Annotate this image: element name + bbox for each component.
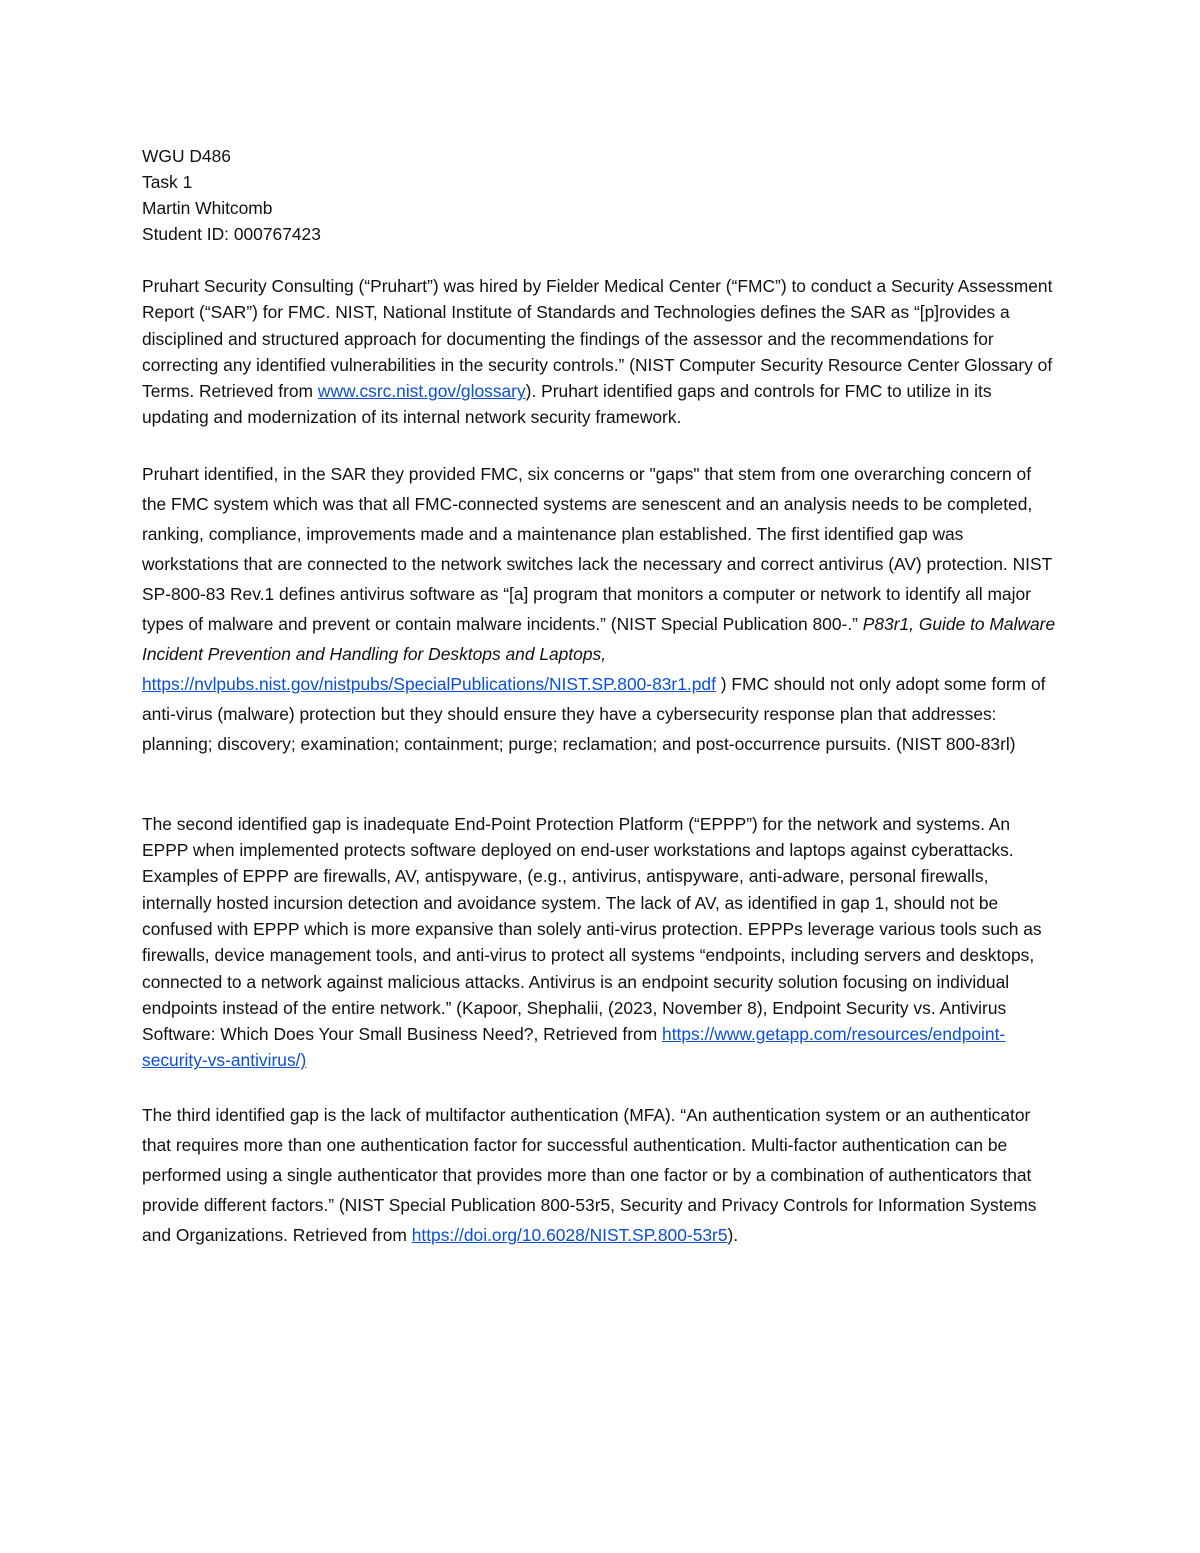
glossary-link[interactable]: www.csrc.nist.gov/glossary: [317, 381, 526, 402]
intro-text-1: Pruhart Security Consulting (“Pruhart”) was hired by Fielder Medical Center (“FMC”) to conduct a Security Assessment Report (“SAR”) for FMC. NIST, National Institute of Standards and Technologies defines the SAR as “[p]rovides a disciplined and structured approach for documenting the findings of the assessor and the recommendations for correcting any identified vulnerabilities in the security controls.” (NIST Computer Security Resource Center Glossary of Terms. Retrieved from: [142, 276, 1053, 402]
document-body: [142, 143, 1060, 1250]
header-block: [142, 143, 1060, 247]
gap1-text-2: ) FMC should not only adopt some form of anti-virus (malware) protection but they should ensure they have a cybersecurity response plan that addresses: planning; discovery; examination; containment; purge; reclamation; and post-occurrence pursuits. (NIST 800-83rl): [142, 673, 1046, 754]
intro-paragraph: [142, 273, 1060, 431]
nist-800-53-link[interactable]: https://doi.org/10.6028/NIST.SP.800-53r5: [411, 1224, 728, 1245]
gap3-paragraph: [142, 1100, 1060, 1250]
intro-text-2: ). Pruhart identified gaps and controls for FMC to utilize in its updating and modernization of its internal network security framework.: [142, 381, 992, 428]
gap1-paragraph: [142, 459, 1060, 759]
gap3-text-2: ).: [727, 1224, 739, 1245]
gap2-text-1: The second identified gap is inadequate End-Point Protection Platform (“EPPP”) for the network and systems. An EPPP when implemented protects software deployed on end-user workstations and laptops against cyberattacks. Examples of EPPP are firewalls, AV, antispyware, (e.g., antivirus, antispyware, anti-adware, personal firewalls, internally hosted incursion detection and avoidance system. The lack of AV, as identified in gap 1, should not be confused with EPPP which is more expansive than solely anti-virus protection. EPPPs leverage various tools such as firewalls, device management tools, and anti-virus to protect all systems “endpoints, including servers and desktops, connected to a network against malicious attacks. Antivirus is an endpoint security solution focusing on individual endpoints instead of the entire network.” (Kapoor, Shephalii, (2023, November 8), Endpoint Security vs. Antivirus Software: Which Does Your Small Business Need?, Retrieved from: [142, 813, 1042, 1045]
student-id-line: Student ID: 000767423: [142, 224, 321, 244]
gap2-paragraph: [142, 811, 1060, 1074]
nist-800-83-link[interactable]: https://nvlpubs.nist.gov/nistpubs/SpecialPublications/NIST.SP.800-83r1.pdf: [142, 673, 716, 694]
course-line: WGU D486: [142, 146, 231, 166]
gap1-text-1: Pruhart identified, in the SAR they provided FMC, six concerns or "gaps" that stem from one overarching concern of the FMC system which was that all FMC-connected systems are senescent and an analysis needs to be completed, ranking, compliance, improvements made and a maintenance plan established. The first identified gap was workstations that are connected to the network switches lack the necessary and correct antivirus (AV) protection. NIST SP-800-83 Rev.1 defines antivirus software as “[a] program that monitors a computer or network to identify all major types of malware and prevent or contain malware incidents.” (NIST Special Publication 800-.”: [142, 463, 1052, 634]
getapp-link[interactable]: https://www.getapp.com/resources/endpoint-security-vs-antivirus/): [142, 1024, 1006, 1071]
author-line: Martin Whitcomb: [142, 198, 273, 218]
gap1-italic-title: P83r1, Guide to Malware Incident Prevention and Handling for Desktops and Laptops,: [142, 613, 1056, 664]
task-line: Task 1: [142, 172, 193, 192]
gap3-text-1: The third identified gap is the lack of multifactor authentication (MFA). “An authentication system or an authenticator that requires more than one authentication factor for successful authentication. Multi-factor authentication can be performed using a single authenticator that provides more than one factor or by a combination of authenticators that provide different factors.” (NIST Special Publication 800-53r5, Security and Privacy Controls for Information Systems and Organizations. Retrieved from: [142, 1104, 1037, 1245]
